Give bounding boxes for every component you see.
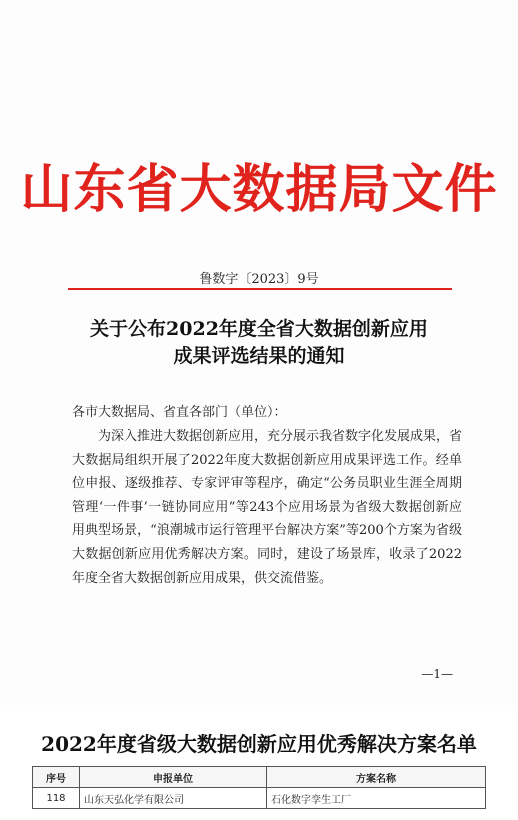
list-title: 2022年度省级大数据创新应用优秀解决方案名单 (41, 732, 477, 756)
column-header-solution: 方案名称 (267, 767, 486, 788)
red-divider-line (68, 288, 452, 290)
solutions-table (32, 766, 486, 809)
table-header-row (33, 767, 486, 788)
document-header-title: 山东省大数据局文件 (20, 159, 498, 220)
column-header-unit: 申报单位 (80, 767, 267, 788)
column-header-number: 序号 (33, 767, 80, 788)
page-number: —1— (421, 667, 453, 681)
notice-title (0, 316, 518, 370)
row-number: 118 (33, 788, 80, 809)
table-row (33, 788, 486, 809)
notice-title-line-2: 成果评选结果的通知 (173, 345, 345, 367)
salutation: 各市大数据局、省直各部门（单位）： (72, 405, 287, 420)
notice-title-line-1: 关于公布2022年度全省大数据创新应用 (90, 318, 428, 340)
document-number: 鲁数字〔2023〕9号 (199, 272, 319, 287)
body-paragraph: 为深入推进大数据创新应用，充分展示我省数字化发展成果，省大数据局组织开展了2022年度大数据创新应用成果评选工作。经单位申报、逐级推荐、专家评审等程序，确定“公务员职业生涯全周期管理‘一件事’一链协同应用”等243个应用场景为省级大数据创新应用典型场景，“浪潮城市运行管理平台解决方案”等200个方案为省级大数据创新应用优秀解决方案。同时，建设了场景库，收录了2022年度全省大数据创新应用成果，供交流借鉴。 (72, 429, 463, 586)
row-unit: 山东天弘化学有限公司 (80, 788, 267, 809)
row-solution-name: 石化数字孪生工厂 (267, 788, 486, 809)
